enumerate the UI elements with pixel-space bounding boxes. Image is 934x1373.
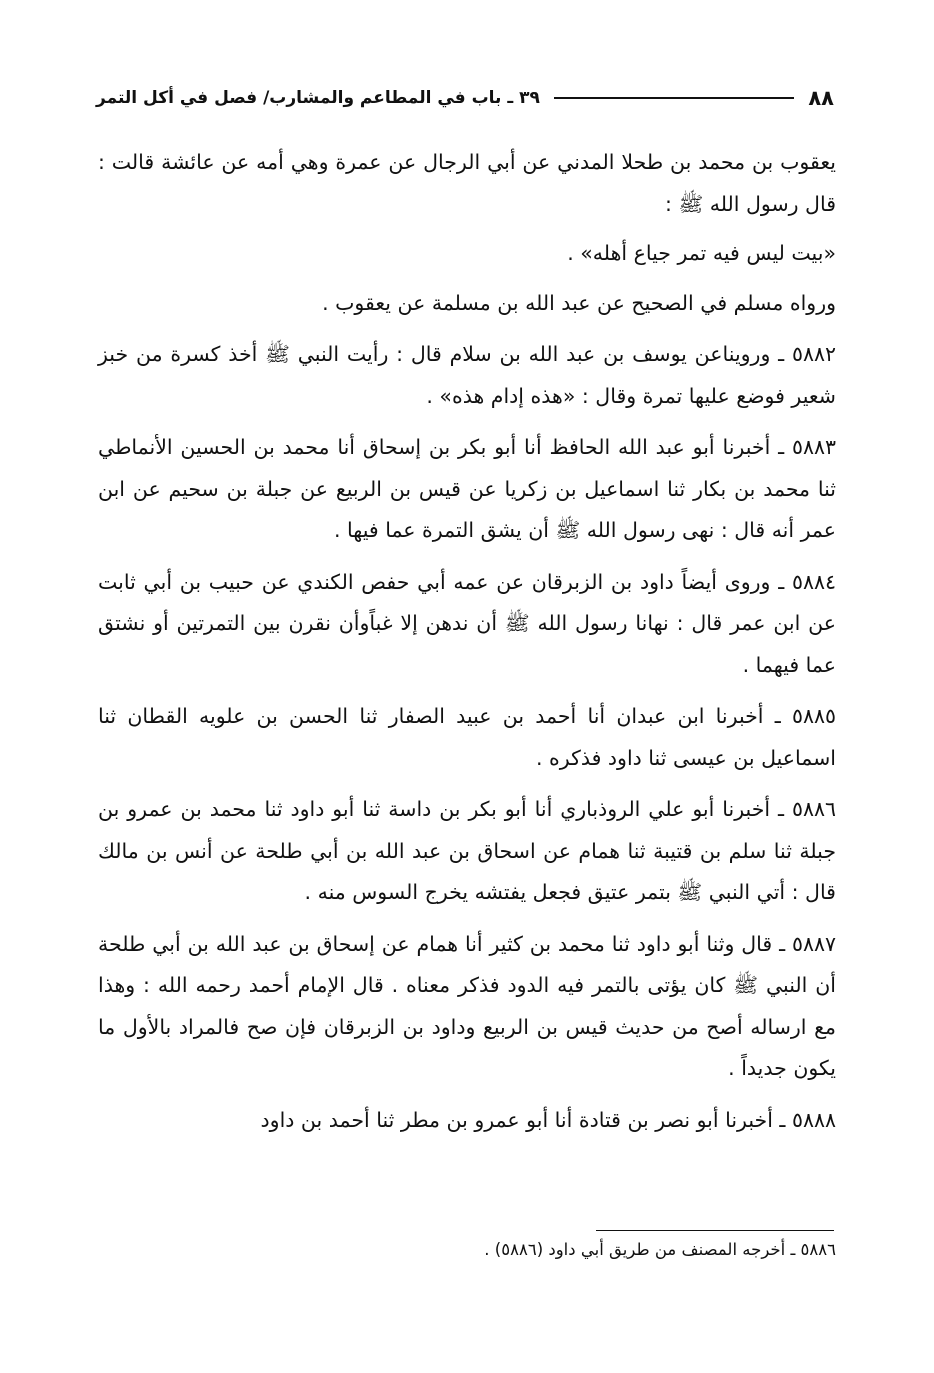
main-text — [98, 142, 836, 1151]
hadith-quote: «بيت ليس فيه تمر جياع أهله» . — [567, 241, 836, 265]
running-title: ٣٩ ـ باب في المطاعم والمشارب/ فصل في أكل التمر — [96, 88, 540, 108]
hadith-5884: ٥٨٨٤ ـ وروى أيضاً داود بن الزبرقان عن عمه أبي حفص الكندي عن حبيب بن أبي ثابت عن ابن عمر قال : نهانا رسول الله ﷺ أن ندهن إلا غباًوأن نقرن بين التمرتين أو نشتق عما فيهما . — [98, 569, 836, 677]
header-rule — [554, 97, 795, 99]
hadith-5883: ٥٨٨٣ ـ أخبرنا أبو عبد الله الحافظ أنا أبو بكر بن إسحاق أنا محمد بن الحسين الأنماطي ثنا محمد بن بكار ثنا اسماعيل بن زكريا عن قيس بن الربيع عن جبلة بن سحيم عن ابن عمر أنه قال : نهى رسول الله ﷺ أن يشق التمرة عما فيها . — [98, 435, 836, 542]
page-header — [96, 82, 834, 114]
hadith-5888: ٥٨٨٨ ـ أخبرنا أبو نصر بن قتادة أنا أبو عمرو بن مطر ثنا أحمد بن داود — [260, 1107, 836, 1132]
paragraph-continuation: يعقوب بن محمد بن طحلا المدني عن أبي الرجال عن عمرة وهي أمه عن عائشة قالت : قال رسول الله ﷺ : — [98, 150, 836, 216]
hadith-5882: ٥٨٨٢ ـ ورويناعن يوسف بن عبد الله بن سلام قال : رأيت النبي ﷺ أخذ كسرة من خبز شعير فوضع عليها تمرة وقال : «هذه إدام هذه» . — [98, 342, 836, 408]
footnote-rule — [596, 1230, 834, 1231]
paragraph-muslim-note: ورواه مسلم في الصحيح عن عبد الله بن مسلمة عن يعقوب . — [322, 290, 836, 315]
hadith-5887: ٥٨٨٧ ـ قال وثنا أبو داود ثنا محمد بن كثير أنا همام عن إسحاق بن عبد الله بن أبي طلحة أن النبي ﷺ كان يؤتى بالتمر فيه الدود فذكر معناه . قال الإمام أحمد رحمه الله : وهذا مع ارساله أصح من حديث قيس بن الربيع وداود بن الزبرقان فإن صح فالمراد بالأول ما يكون جديداً . — [98, 931, 836, 1080]
hadith-5885: ٥٨٨٥ ـ أخبرنا ابن عبدان أنا أحمد بن عبيد الصفار ثنا الحسن بن علويه القطان ثنا اسماعيل بن عيسى ثنا داود فذكره . — [98, 704, 836, 770]
hadith-5886: ٥٨٨٦ ـ أخبرنا أبو علي الروذباري أنا أبو بكر بن داسة ثنا أبو داود ثنا محمد بن عمرو بن جبلة ثنا سلم بن قتيبة ثنا همام عن اسحاق بن عبد الله بن أبي طلحة عن أنس بن مالك قال : أتي النبي ﷺ بتمر عتيق فجعل يفتشه يخرج السوس منه . — [98, 797, 836, 904]
page-number: ٨٨ — [808, 86, 834, 110]
footnote: ٥٨٨٦ ـ أخرجه المصنف من طريق أبي داود (٥٨٨٦) . — [484, 1240, 836, 1259]
